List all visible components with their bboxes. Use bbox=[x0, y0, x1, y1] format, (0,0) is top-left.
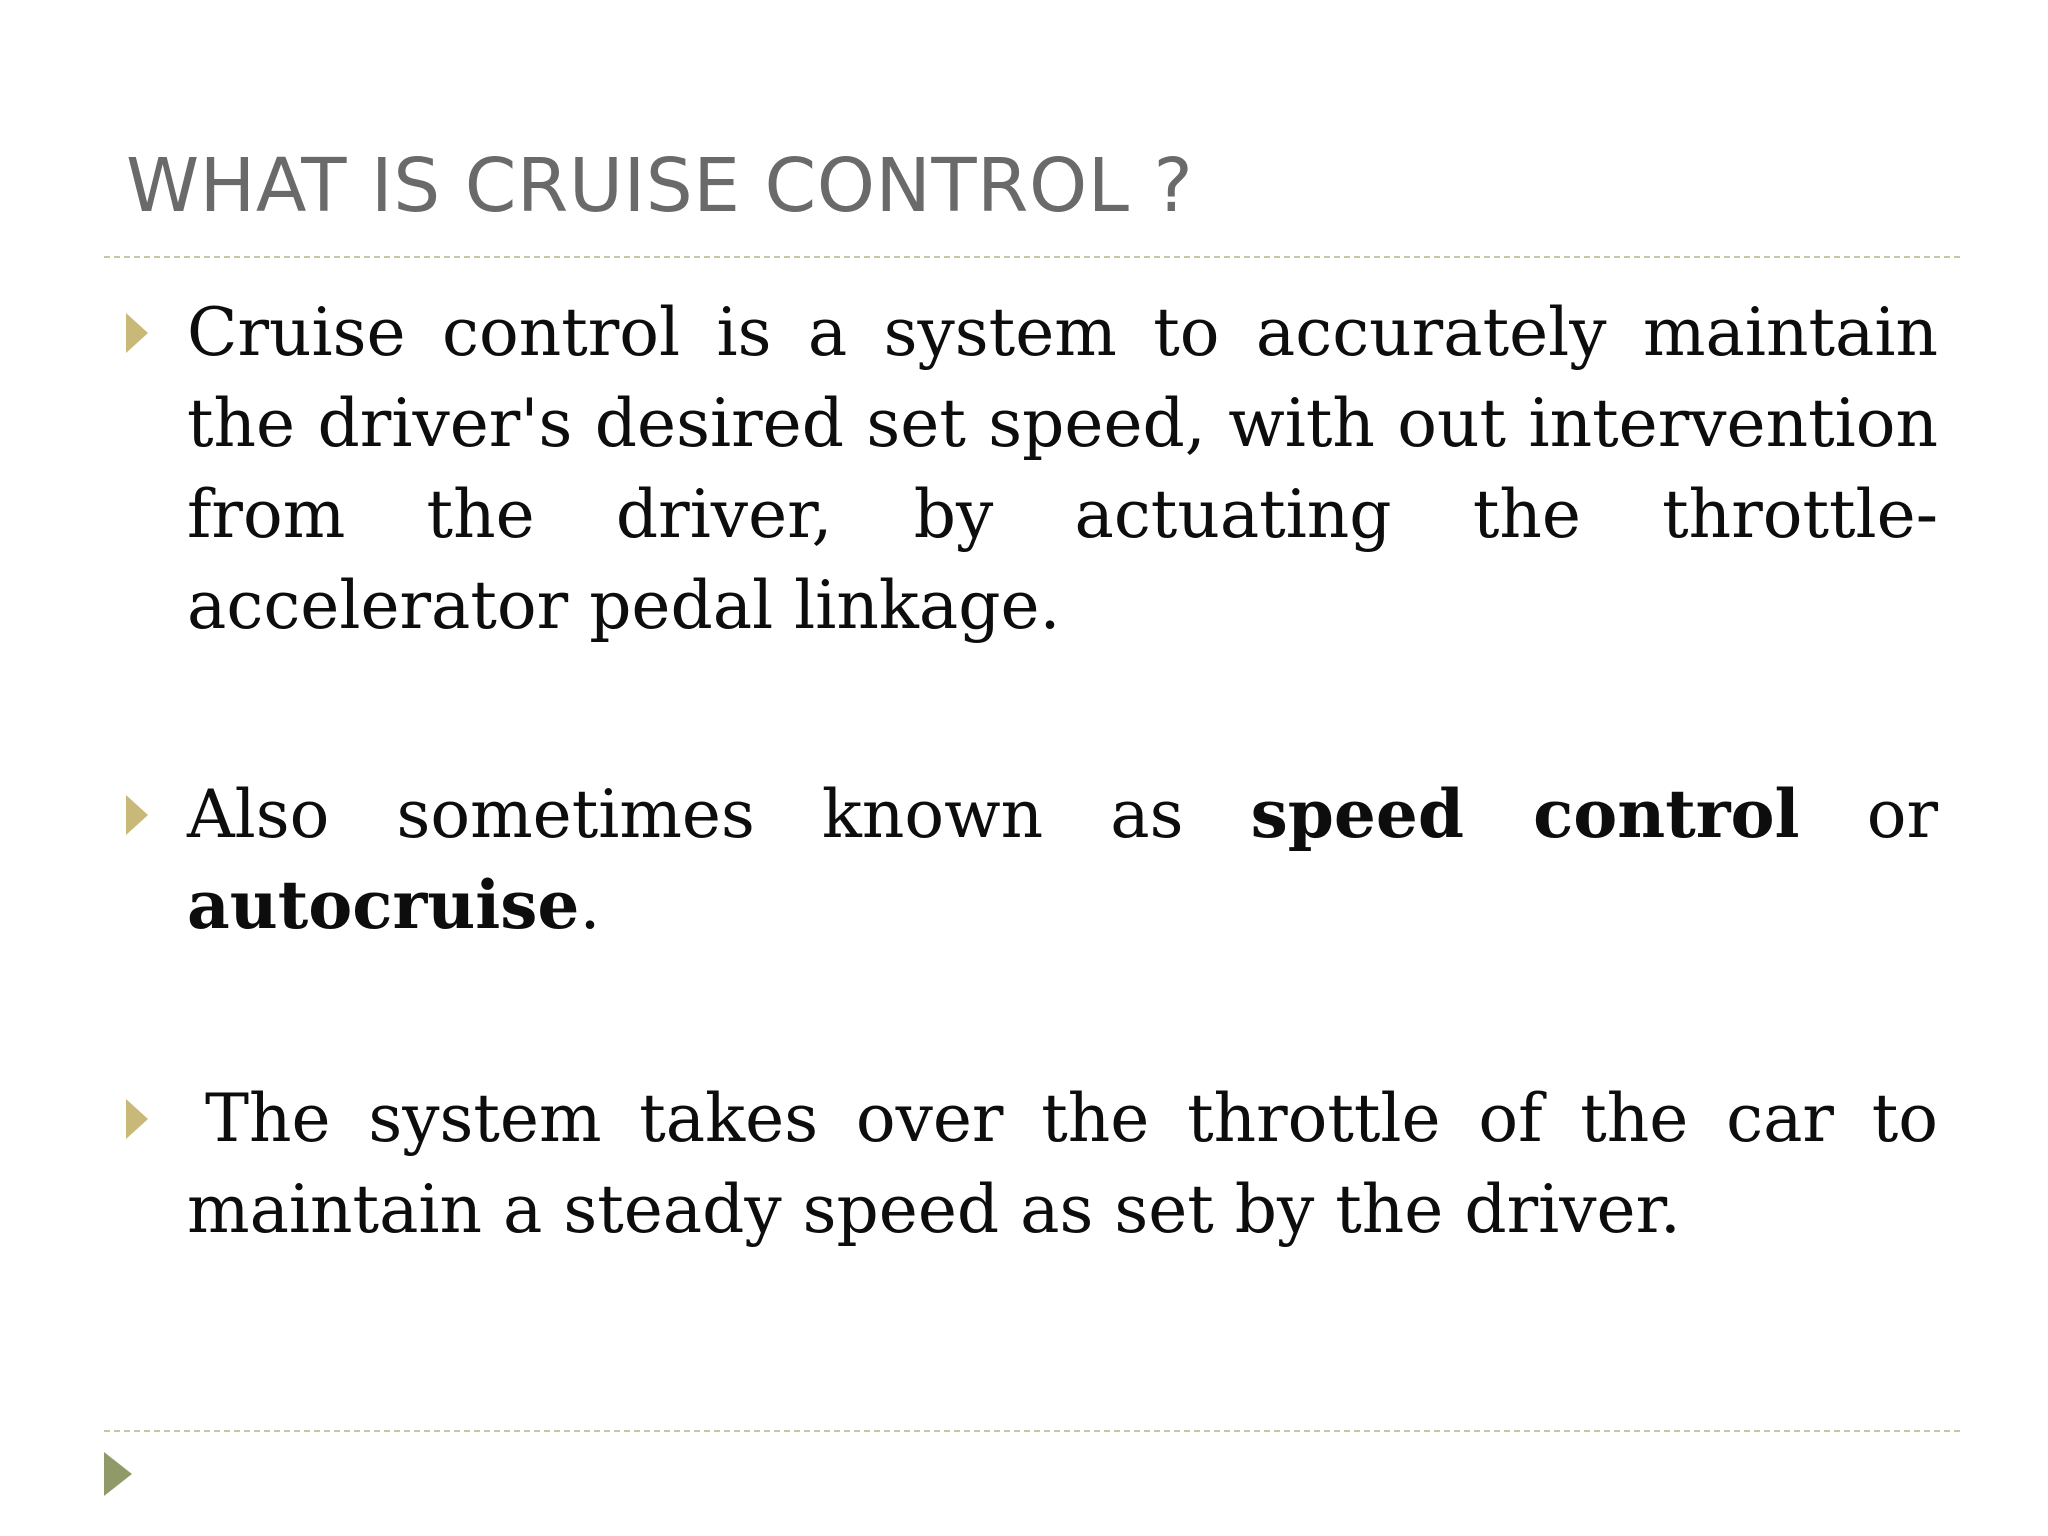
bullet-triangle-icon bbox=[126, 313, 148, 353]
bold-term-speed-control: speed control bbox=[1250, 775, 1800, 853]
footer-divider bbox=[104, 1430, 1960, 1432]
bullet-text-3 bbox=[126, 1073, 1938, 1255]
bullet-triangle-icon bbox=[126, 795, 148, 835]
bullet-text-2-part3: . bbox=[579, 867, 601, 944]
bullet-triangle-icon bbox=[126, 1099, 148, 1139]
footer-triangle-icon bbox=[104, 1452, 132, 1496]
slide-title: WHAT IS CRUISE CONTROL ? bbox=[126, 143, 1194, 229]
bullet-text-1: Cruise control is a system to accurately maintain the driver's desired set speed, with out intervention from the driver, by actuating the throttle-accelerator pedal linkage. bbox=[187, 294, 1938, 644]
bullet-item-1 bbox=[126, 287, 1938, 651]
bold-term-autocruise: autocruise bbox=[187, 866, 580, 944]
bullet-text-2-part1: Also sometimes known as bbox=[187, 776, 1251, 853]
bullet-item-2 bbox=[126, 769, 1938, 951]
bullet-text-2-part2: or bbox=[1799, 776, 1939, 853]
bullet-text-2 bbox=[126, 769, 1938, 951]
bullet-text-3-content: The system takes over the throttle of the car to maintain a steady speed as set by the driver. bbox=[187, 1080, 1938, 1248]
bullet-item-3 bbox=[126, 1073, 1938, 1255]
